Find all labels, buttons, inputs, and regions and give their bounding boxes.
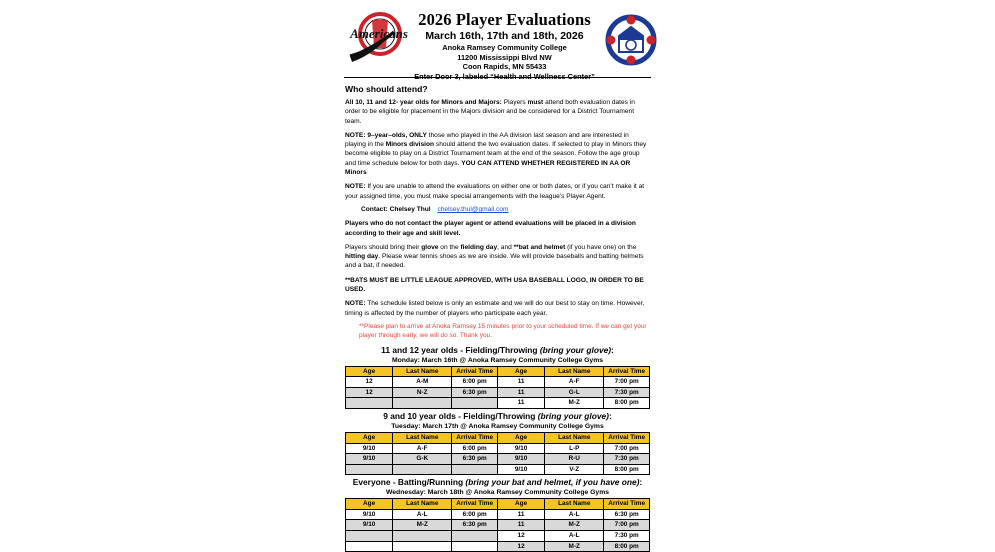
schedule-section-2 bbox=[345, 411, 650, 475]
column-header-age-right: Age bbox=[497, 432, 544, 443]
cell: 12 bbox=[497, 541, 544, 552]
table-row bbox=[346, 443, 650, 454]
cell: 8:00 pm bbox=[604, 541, 650, 552]
cell: N-Z bbox=[393, 387, 452, 398]
cell: 6:30 pm bbox=[604, 509, 650, 520]
column-header-time-left: Arrival Time bbox=[452, 432, 498, 443]
cell-empty bbox=[393, 541, 452, 552]
table-row bbox=[346, 398, 650, 409]
cell: 9/10 bbox=[346, 443, 393, 454]
note-schedule-text: The schedule listed below is only an estimate and we will do our best to stay on time. However, timing is affected by the number of players who participate each year. bbox=[345, 300, 645, 317]
note-nine-attend-statement: YOU CAN ATTEND WHETHER REGISTERED IN AA OR Minors bbox=[345, 159, 631, 177]
venue-entrance: Enter Door 3, labeled “Health and Wellness Center” bbox=[414, 71, 595, 81]
cell-empty bbox=[452, 398, 498, 409]
paragraph-note-nine-year-olds bbox=[345, 131, 650, 177]
cell-empty bbox=[346, 464, 393, 475]
document-page bbox=[334, 0, 661, 550]
schedule-2-title bbox=[345, 411, 650, 422]
schedule-section-3 bbox=[345, 477, 650, 552]
equipment-bat-helmet: **bat and helmet bbox=[513, 243, 566, 251]
note-nine-minors-division: Minors division bbox=[385, 141, 435, 149]
cell: 6:30 pm bbox=[452, 520, 498, 531]
cell-empty bbox=[346, 531, 393, 542]
column-header-name-right: Last Name bbox=[545, 366, 604, 377]
schedule-3-title-end: : bbox=[639, 477, 643, 488]
schedule-3-title-italic: (bring your bat and helmet, if you have one) bbox=[465, 477, 640, 488]
column-header-name-right: Last Name bbox=[545, 499, 604, 510]
document-header bbox=[334, 0, 661, 81]
table-row bbox=[346, 520, 650, 531]
note-schedule-label: NOTE: bbox=[345, 300, 366, 308]
contact-label: Contact: Chelsey Thul bbox=[361, 205, 431, 213]
cell-empty bbox=[452, 531, 498, 542]
column-header-name-left: Last Name bbox=[393, 432, 452, 443]
little-league-logo bbox=[605, 14, 657, 66]
event-dates: March 16th, 17th and 18th, 2026 bbox=[425, 30, 584, 42]
column-header-age-left: Age bbox=[346, 432, 393, 443]
cell: 7:30 pm bbox=[604, 387, 650, 398]
column-header-time-right: Arrival Time bbox=[604, 366, 650, 377]
cell-empty bbox=[452, 464, 498, 475]
table-row bbox=[346, 531, 650, 542]
cell: 6:30 pm bbox=[452, 387, 498, 398]
column-header-age-right: Age bbox=[497, 366, 544, 377]
note-unable-text: If you are unable to attend the evaluations on either one or both dates, or if you can’t make it at your assigned time, you must make special arrangements with the league’s Player Agent. bbox=[345, 183, 645, 200]
note-unable-label: NOTE: bbox=[345, 183, 366, 191]
schedule-2-title-italic: (bring your glove) bbox=[537, 410, 609, 421]
cell: A-M bbox=[393, 377, 452, 388]
schedule-3-subtitle: Wednesday: March 18th @ Anoka Ramsey Community College Gyms bbox=[385, 489, 610, 497]
cell-empty bbox=[346, 541, 393, 552]
column-header-name-right: Last Name bbox=[545, 432, 604, 443]
paragraph-all-ages-text-b: attend both evaluation dates in order to be eligible for placement in the Majors division and be considered for a District Tournament team. bbox=[345, 99, 635, 125]
cell: 6:00 pm bbox=[452, 443, 498, 454]
column-header-age-left: Age bbox=[346, 366, 393, 377]
equipment-text-e: , and bbox=[497, 243, 514, 251]
paragraph-bats-approved: **BATS MUST BE LITTLE LEAGUE APPROVED, WITH USA BASEBALL LOGO, IN ORDER TO BE USED. bbox=[345, 276, 644, 294]
title-block bbox=[406, 10, 603, 81]
cell: M-Z bbox=[545, 398, 604, 409]
schedule-2-title-main: 9 and 10 year olds - Fielding/Throwing bbox=[383, 410, 538, 421]
cell: G-K bbox=[393, 454, 452, 465]
schedule-1-subtitle: Monday: March 16th @ Anoka Ramsey Community College Gyms bbox=[391, 356, 604, 364]
cell: 11 bbox=[497, 509, 544, 520]
column-header-name-left: Last Name bbox=[393, 366, 452, 377]
table-header-row bbox=[346, 499, 650, 510]
equipment-fielding-day: fielding day bbox=[460, 243, 498, 251]
cell: A-F bbox=[393, 443, 452, 454]
table-row bbox=[346, 541, 650, 552]
paragraph-note-schedule-estimate bbox=[345, 299, 650, 318]
section-heading-who-should-attend: Who should attend? bbox=[345, 84, 428, 94]
schedule-1-title-italic: (bring your glove) bbox=[539, 344, 612, 355]
schedule-2-subtitle: Tuesday: March 17th @ Anoka Ramsey Community College Gyms bbox=[391, 422, 604, 430]
table-header-row bbox=[346, 366, 650, 377]
cell: 7:30 pm bbox=[604, 454, 650, 465]
table-header-row bbox=[346, 432, 650, 443]
cell: 7:30 pm bbox=[604, 531, 650, 542]
equipment-text-c: on the bbox=[438, 243, 461, 251]
column-header-name-left: Last Name bbox=[393, 499, 452, 510]
paragraph-all-ages-must: must bbox=[527, 99, 544, 106]
schedule-3-table bbox=[345, 498, 650, 552]
cell: 6:00 pm bbox=[452, 509, 498, 520]
paragraph-all-ages bbox=[345, 98, 650, 126]
note-nine-label: NOTE: 9–year–olds, ONLY bbox=[345, 131, 427, 139]
equipment-text-i: . Please wear tennis shoes as we are inside. We will provide baseballs and batting helmets and a bat, if needed. bbox=[345, 253, 644, 270]
cell: 12 bbox=[346, 387, 393, 398]
cell-empty bbox=[393, 531, 452, 542]
cell: 9/10 bbox=[346, 520, 393, 531]
column-header-time-right: Arrival Time bbox=[604, 499, 650, 510]
cell-empty bbox=[346, 398, 393, 409]
cell: 7:00 pm bbox=[604, 520, 650, 531]
schedule-2-title-end: : bbox=[608, 410, 612, 421]
cell: A-L bbox=[545, 509, 604, 520]
equipment-glove: glove bbox=[421, 243, 439, 251]
note-nine-text-b: should attend the two evaluation dates. If selected to play in Minors they become eligible to play on a District Tournament team at the end of the season. Follow the age group and time schedule below for both days. bbox=[345, 141, 647, 167]
cell: A-L bbox=[545, 531, 604, 542]
schedule-1-table bbox=[345, 366, 650, 409]
paragraph-all-ages-lead: All 10, 11 and 12- year olds for Minors and Majors: bbox=[345, 99, 502, 106]
cell: M-Z bbox=[545, 541, 604, 552]
cell: G-L bbox=[545, 387, 604, 398]
column-header-time-left: Arrival Time bbox=[452, 366, 498, 377]
paragraph-no-contact-placement: Players who do not contact the player agent or attend evaluations will be placed in a division according to their age and skill level. bbox=[345, 220, 636, 237]
schedule-section-1 bbox=[345, 345, 650, 409]
arrival-early-notice: **Please plan to arrive at Anoka Ramsey 15 minutes prior to your scheduled time. If we can get your player through early, we will do so. Thank you. bbox=[359, 322, 647, 340]
contact-line bbox=[361, 205, 650, 214]
venue-name: Anoka Ramsey Community College bbox=[442, 43, 567, 52]
cell: 9/10 bbox=[497, 464, 544, 475]
equipment-hitting-day: hitting day bbox=[345, 253, 379, 261]
column-header-age-right: Age bbox=[497, 499, 544, 510]
cell: 12 bbox=[346, 377, 393, 388]
cell: A-F bbox=[545, 377, 604, 388]
table-row bbox=[346, 464, 650, 475]
equipment-text-g: (if you have one) on the bbox=[565, 243, 637, 251]
paragraph-all-ages-text-a: Players bbox=[501, 99, 528, 106]
column-header-time-right: Arrival Time bbox=[604, 432, 650, 443]
svg-text:Americans: Americans bbox=[350, 26, 408, 41]
schedule-3-title-main: Everyone - Batting/Running bbox=[352, 477, 466, 488]
cell: V-Z bbox=[545, 464, 604, 475]
note-nine-text-a: those who played in the AA division last season and are interested in playing in the bbox=[345, 131, 629, 149]
table-row bbox=[346, 377, 650, 388]
cell: 6:30 pm bbox=[452, 454, 498, 465]
page-title: 2026 Player Evaluations bbox=[418, 10, 591, 29]
cell: 9/10 bbox=[497, 443, 544, 454]
schedule-1-title-end: : bbox=[611, 344, 614, 355]
cell: M-Z bbox=[393, 520, 452, 531]
schedule-1-title-main: 11 and 12 year olds - Fielding/Throwing bbox=[381, 344, 540, 355]
cell: 8:00 pm bbox=[604, 464, 650, 475]
table-row bbox=[346, 509, 650, 520]
cell-empty bbox=[452, 541, 498, 552]
schedule-3-title bbox=[345, 477, 650, 488]
table-row bbox=[346, 387, 650, 398]
cell-empty bbox=[393, 398, 452, 409]
venue-street: 11200 Mississippi Blvd NW bbox=[457, 52, 552, 62]
cell: R-U bbox=[545, 454, 604, 465]
equipment-text-a: Players should bring their bbox=[345, 243, 422, 251]
cell: 12 bbox=[497, 531, 544, 542]
schedule-1-title bbox=[345, 345, 650, 356]
venue-city: Coon Rapids, MN 55433 bbox=[462, 62, 547, 72]
cell: 6:00 pm bbox=[452, 377, 498, 388]
paragraph-equipment bbox=[345, 243, 650, 271]
paragraph-note-unable-to-attend bbox=[345, 182, 650, 201]
table-row bbox=[346, 454, 650, 465]
cell: 11 bbox=[497, 398, 544, 409]
cell: 9/10 bbox=[346, 454, 393, 465]
cell: L-P bbox=[545, 443, 604, 454]
schedule-2-table bbox=[345, 432, 650, 475]
column-header-time-left: Arrival Time bbox=[452, 499, 498, 510]
cell: 7:00 pm bbox=[604, 443, 650, 454]
column-header-age-left: Age bbox=[346, 499, 393, 510]
cell: 11 bbox=[497, 520, 544, 531]
cell: 11 bbox=[497, 387, 544, 398]
cell: 9/10 bbox=[346, 509, 393, 520]
cell: M-Z bbox=[545, 520, 604, 531]
cell-empty bbox=[393, 464, 452, 475]
cell: 11 bbox=[497, 377, 544, 388]
cell: 9/10 bbox=[497, 454, 544, 465]
cell: 8:00 pm bbox=[604, 398, 650, 409]
americans-baseball-logo bbox=[342, 10, 414, 70]
cell: A-L bbox=[393, 509, 452, 520]
contact-email-link[interactable]: chelsey.thul@gmail.com bbox=[437, 205, 509, 213]
cell: 7:00 pm bbox=[604, 377, 650, 388]
